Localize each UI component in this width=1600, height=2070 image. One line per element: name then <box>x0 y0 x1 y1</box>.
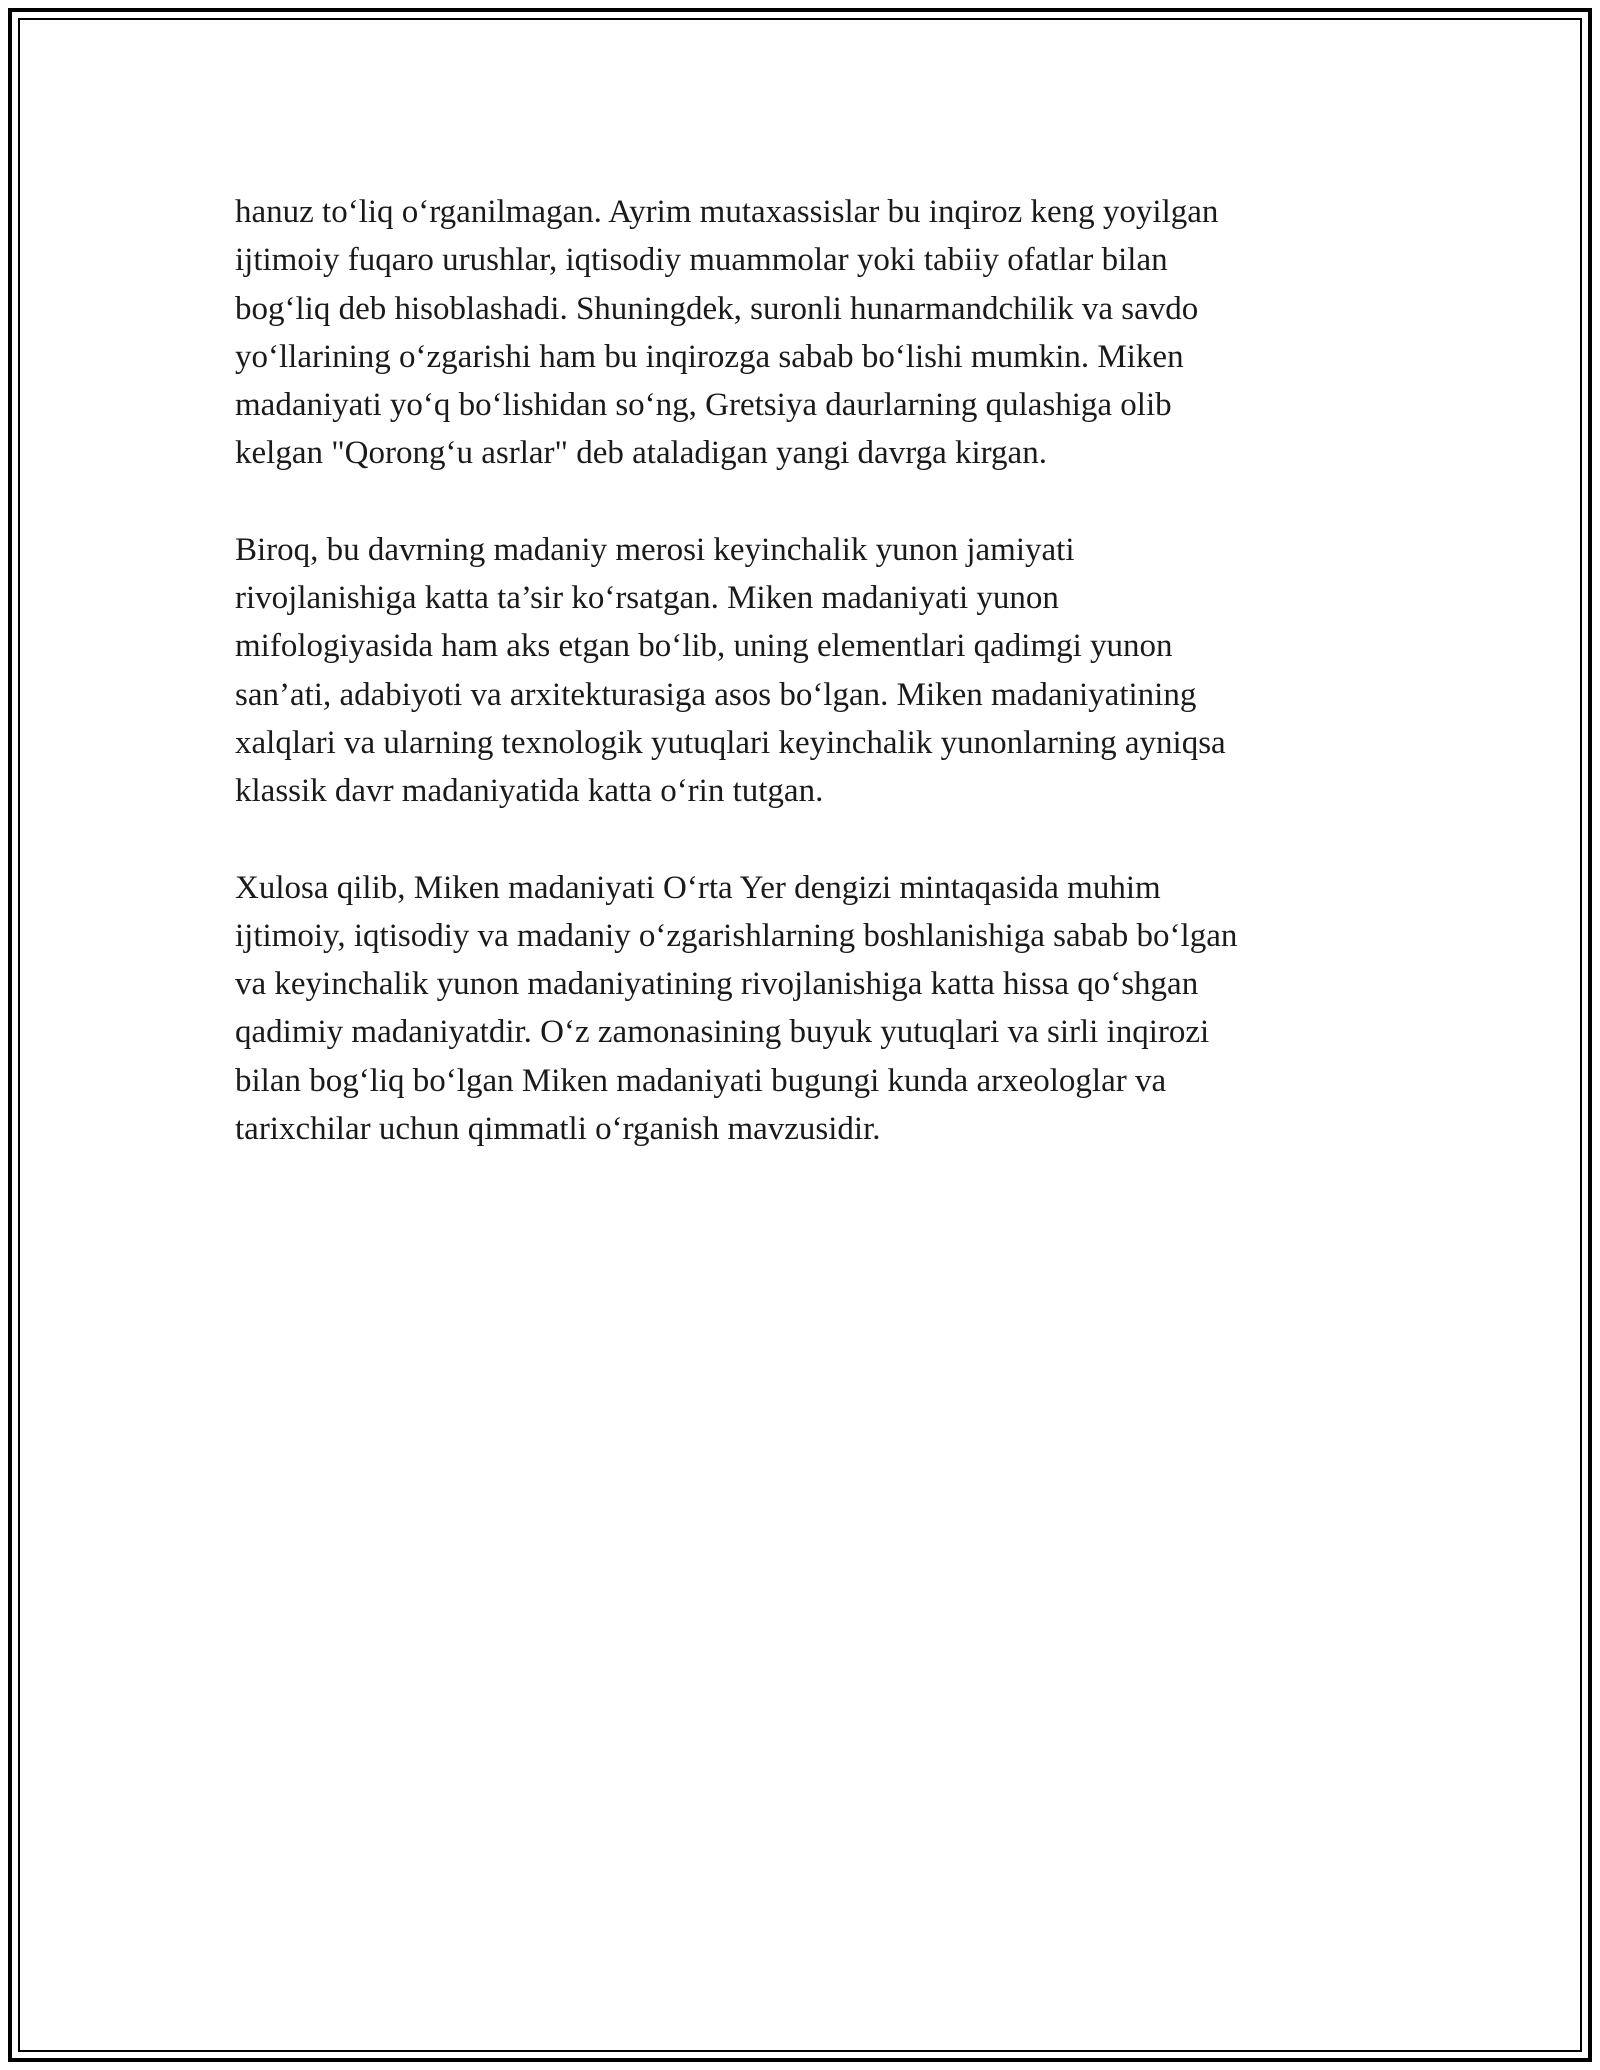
paragraph: Xulosa qilib, Miken madaniyati O‘rta Yer dengizi mintaqasida muhim ijtimoiy, iqtisodiy va madaniy o‘zgarishlarning boshlanishiga sabab bo‘lgan va keyinchalik yunon madaniyatining rivojlanishiga katta hissa qo‘shgan qadimiy madaniyatdir. O‘z zamonasining buyuk yutuqlari va sirli inqirozi bilan bog‘liq bo‘lgan Miken madaniyati bugungi kunda arxeologlar va tarixchilar uchun qimmatli o‘rganish mavzusidir. <box>235 869 1238 1148</box>
paragraph: Biroq, bu davrning madaniy merosi keyinchalik yunon jamiyati rivojlanishiga katta ta’sir ko‘rsatgan. Miken madaniyati yunon mifologiyasida ham aks etgan bo‘lib, uning elementlari qadimgi yunon san’ati, adabiyoti va arxitekturasiga asos bo‘lgan. Miken madaniyatining xalqlari va ularning texnologik yutuqlari keyinchalik yunonlarning ayniqsa klassik davr madaniyatida katta o‘rin tutgan. <box>235 531 1226 810</box>
paragraph: hanuz to‘liq o‘rganilmagan. Ayrim mutaxassislar bu inqiroz keng yoyilgan ijtimoiy fuqaro urushlar, iqtisodiy muammolar yoki tabiiy ofatlar bilan bog‘liq deb hisoblashadi. Shuningdek, suronli hunarmandchilik va savdo yo‘llarining o‘zgarishi ham bu inqirozga sabab bo‘lishi mumkin. Miken madaniyati yo‘q bo‘lishidan so‘ng, Gretsiya daurlarning qulashiga olib kelgan "Qorong‘u asrlar" deb ataladigan yangi davrga kirgan. <box>235 194 1219 472</box>
document-body <box>235 188 1365 1201</box>
